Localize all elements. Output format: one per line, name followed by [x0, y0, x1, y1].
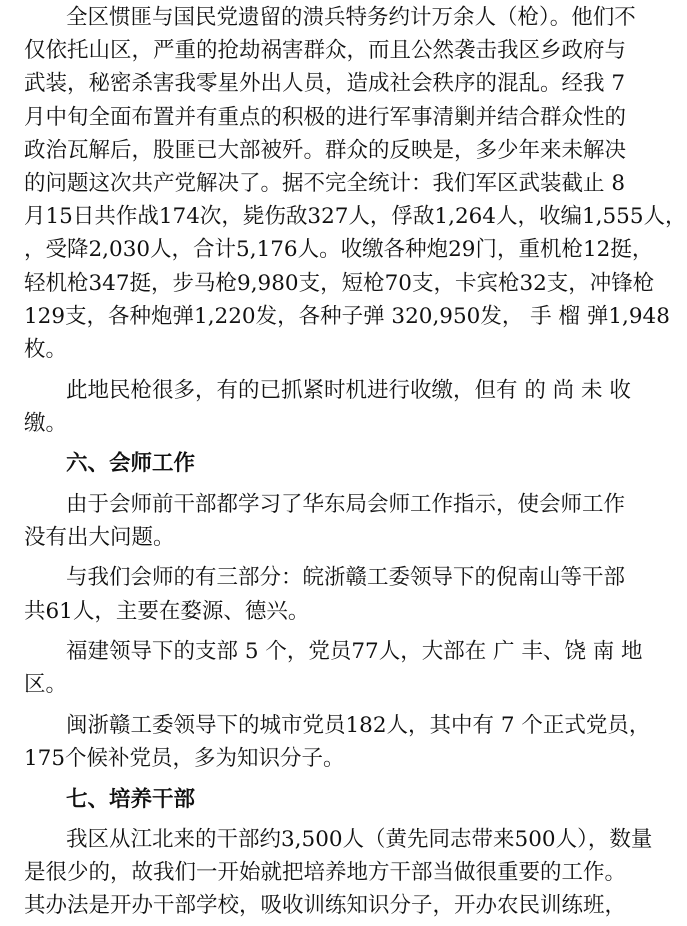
text-line: 武装，秘密杀害我零星外出人员，造成社会秩序的混乱。经我 7 [24, 71, 626, 97]
text-line: 枚。 [24, 337, 68, 362]
text-line: 175个候补党员，多为知识分子。 [24, 746, 345, 771]
text-line: 政治瓦解后，股匪已大部被歼。群众的反映是，多少年来未解决 [24, 137, 627, 163]
text-line: 129支，各种炮弹1,220发，各种子弹 320,950发， 手 榴 弹1,948 [24, 303, 670, 329]
text-line: 月15日共作战174次，毙伤敌327人，俘敌1,264人，收编1,555人， [24, 204, 687, 230]
text-line: 与我们会师的有三部分：皖浙赣工委领导下的倪南山等干部 [66, 565, 626, 591]
text-line: 仅依托山区，严重的抢劫祸害群众，而且公然袭击我区乡政府与 [24, 38, 627, 64]
text-line: ，受降2,030人，合计5,176人。收缴各种炮29门，重机枪12挺， [24, 237, 654, 263]
text-line: 的问题这次共产党解决了。据不完全统计：我们军区武装截止 8 [24, 171, 626, 196]
text-line: 缴。 [24, 410, 68, 436]
text-line: 共61人，主要在婺源、德兴。 [24, 598, 310, 624]
text-line: 其办法是开办干部学校，吸收训练知识分子，开办农民训练班， [24, 893, 627, 919]
text-line: 没有出大问题。 [24, 524, 175, 550]
text-line: 由于会师前干部都学习了华东局会师工作指示，使会师工作 [66, 491, 626, 517]
text-line: 我区从江北来的干部约3,500人（黄先同志带来500人），数量 [66, 827, 653, 852]
section-heading: 六、会师工作 [66, 451, 196, 477]
text-line: 轻机枪347挺，步马枪9,980支，短枪70支，卡宾枪32支，冲锋枪 [24, 270, 655, 296]
text-line: 此地民枪很多，有的已抓紧时机进行收缴，但有 的 尚 未 收 [66, 377, 631, 403]
text-line: 闽浙赣工委领导下的城市党员182人，其中有 7 个正式党员， [66, 712, 651, 738]
text-line: 区。 [24, 672, 68, 698]
text-line: 是很少的，故我们一开始就把培养地方干部当做很重要的工作。 [24, 860, 627, 886]
text-line: 福建领导下的支部 5 个，党员77人，大部在 广 丰、饶 南 地 [66, 639, 643, 665]
section-heading: 七、培养干部 [66, 786, 196, 812]
text-line: 全区惯匪与国民党遗留的溃兵特务约计万余人（枪）。他们不 [66, 5, 636, 30]
text-line: 月中旬全面布置并有重点的积极的进行军事清剿并结合群众性的 [24, 104, 627, 130]
